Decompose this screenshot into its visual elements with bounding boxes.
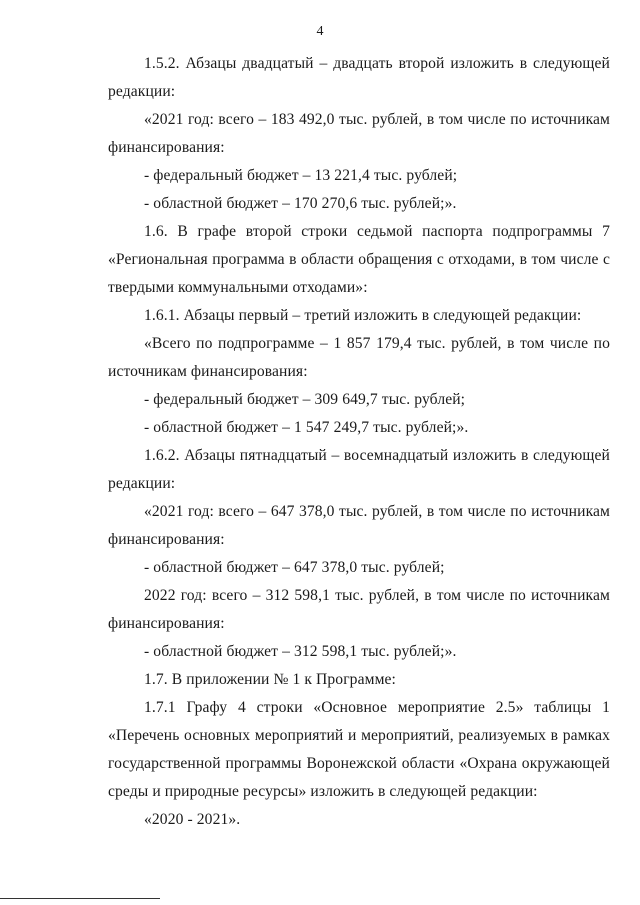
paragraph-federal-budget-2: - федеральный бюджет – 309 649,7 тыс. рублей;: [144, 391, 466, 408]
paragraph-1-5-2: 1.5.2. Абзацы двадцатый – двадцать второй изложить в следующей редакции:: [108, 55, 610, 100]
paragraph-2022-total: 2022 год: всего – 312 598,1 тыс. рублей, в том числе по источникам финансирования:: [108, 587, 610, 632]
footer-divider: [0, 898, 160, 899]
paragraph-regional-budget-3: - областной бюджет – 647 378,0 тыс. рублей;: [144, 559, 445, 576]
paragraph-2020-2021: «2020 - 2021».: [144, 811, 241, 828]
paragraph-federal-budget: - федеральный бюджет – 13 221,4 тыс. рублей;: [144, 167, 458, 184]
document-body: [108, 50, 610, 834]
paragraph-1-7: 1.7. В приложении № 1 к Программе:: [144, 671, 396, 688]
paragraph-regional-budget: - областной бюджет – 170 270,6 тыс. рублей;».: [144, 195, 457, 212]
page-number: 4: [316, 24, 324, 39]
paragraph-1-7-1: 1.7.1 Графу 4 строки «Основное мероприятие 2.5» таблицы 1 «Перечень основных мероприятий и мероприятий, реализуемых в рамках государственной программы Воронежской области «Охрана окружающей среды и природные ресурсы» изложить в следующей редакции:: [108, 699, 610, 800]
paragraph-1-6: 1.6. В графе второй строки седьмой паспорта подпрограммы 7 «Региональная программа в области обращения с отходами, в том числе с твердыми коммунальными отходами»:: [108, 223, 610, 296]
paragraph-2021-total: «2021 год: всего – 183 492,0 тыс. рублей, в том числе по источникам финансирования:: [108, 111, 610, 156]
paragraph-1-6-2: 1.6.2. Абзацы пятнадцатый – восемнадцатый изложить в следующей редакции:: [108, 447, 610, 492]
paragraph-1-6-1: 1.6.1. Абзацы первый – третий изложить в следующей редакции:: [144, 307, 582, 324]
paragraph-subprogram-total: «Всего по подпрограмме – 1 857 179,4 тыс. рублей, в том числе по источникам финансирования:: [108, 335, 610, 380]
paragraph-regional-budget-2: - областной бюджет – 1 547 249,7 тыс. рублей;».: [144, 419, 469, 436]
paragraph-2021-total-2: «2021 год: всего – 647 378,0 тыс. рублей, в том числе по источникам финансирования:: [108, 503, 610, 548]
paragraph-regional-budget-4: - областной бюджет – 312 598,1 тыс. рублей;».: [144, 643, 457, 660]
